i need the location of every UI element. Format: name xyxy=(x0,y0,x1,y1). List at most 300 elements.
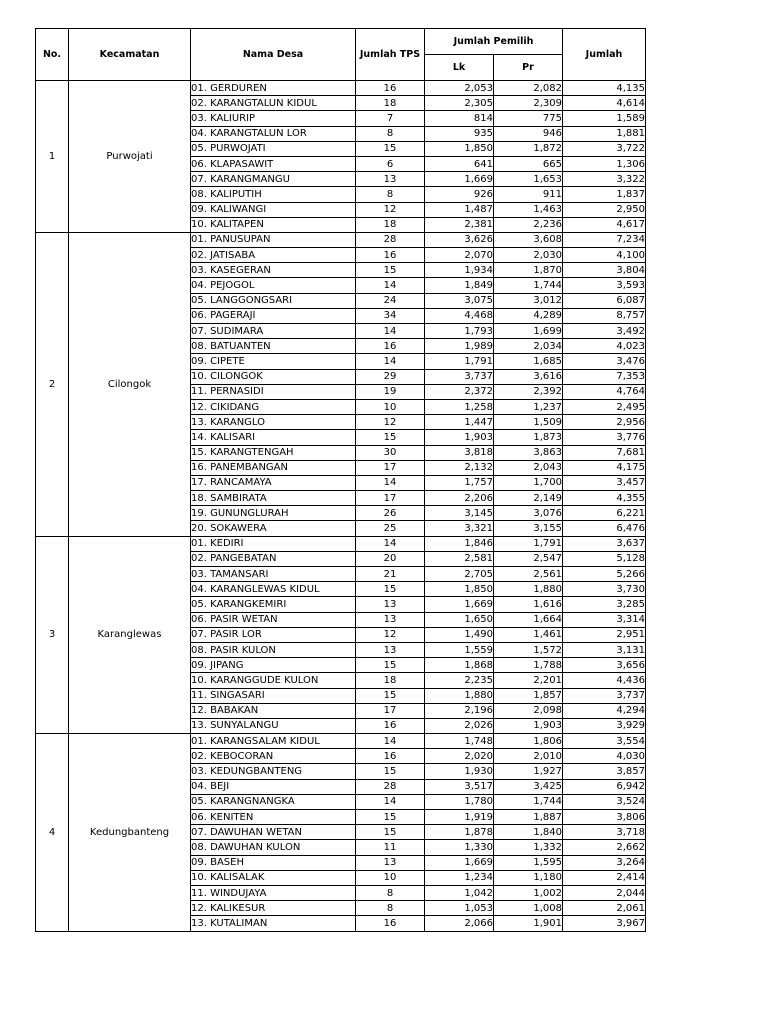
voters-female: 3,616 xyxy=(494,369,563,384)
voters-total: 2,414 xyxy=(563,870,646,885)
tps-count: 13 xyxy=(356,855,425,870)
table-row xyxy=(36,232,646,247)
voters-total: 4,175 xyxy=(563,460,646,475)
tps-count: 8 xyxy=(356,885,425,900)
voters-male: 1,669 xyxy=(425,172,494,187)
voters-male: 3,517 xyxy=(425,779,494,794)
tps-count: 6 xyxy=(356,156,425,171)
voters-female: 1,572 xyxy=(494,642,563,657)
voters-total: 5,128 xyxy=(563,551,646,566)
voters-male: 935 xyxy=(425,126,494,141)
voters-male: 1,793 xyxy=(425,324,494,339)
voters-male: 1,258 xyxy=(425,399,494,414)
voters-female: 1,332 xyxy=(494,840,563,855)
voters-female: 1,595 xyxy=(494,855,563,870)
voters-total: 6,221 xyxy=(563,506,646,521)
voters-male: 641 xyxy=(425,156,494,171)
tps-count: 16 xyxy=(356,749,425,764)
tps-count: 17 xyxy=(356,460,425,475)
voters-female: 911 xyxy=(494,187,563,202)
group-number: 3 xyxy=(36,536,69,733)
tps-count: 13 xyxy=(356,597,425,612)
tps-count: 15 xyxy=(356,810,425,825)
voters-male: 2,196 xyxy=(425,703,494,718)
desa-name: 01. KEDIRI xyxy=(191,536,356,551)
desa-name: 11. SINGASARI xyxy=(191,688,356,703)
voters-female: 1,806 xyxy=(494,734,563,749)
voters-total: 1,881 xyxy=(563,126,646,141)
tps-count: 21 xyxy=(356,567,425,582)
voters-male: 2,581 xyxy=(425,551,494,566)
desa-name: 04. KARANGLEWAS KIDUL xyxy=(191,582,356,597)
tps-count: 30 xyxy=(356,445,425,460)
voters-total: 1,837 xyxy=(563,187,646,202)
header-jumlah-tps: Jumlah TPS xyxy=(356,29,425,81)
desa-name: 17. RANCAMAYA xyxy=(191,475,356,490)
voters-male: 1,850 xyxy=(425,141,494,156)
voters-female: 1,788 xyxy=(494,658,563,673)
voters-male: 3,321 xyxy=(425,521,494,536)
desa-name: 02. KEBOCORAN xyxy=(191,749,356,764)
voters-male: 2,305 xyxy=(425,96,494,111)
header-pr: Pr xyxy=(494,55,563,81)
voters-female: 1,664 xyxy=(494,612,563,627)
voters-male: 1,849 xyxy=(425,278,494,293)
desa-name: 09. KALIWANGI xyxy=(191,202,356,217)
voters-female: 1,744 xyxy=(494,278,563,293)
voters-total: 6,087 xyxy=(563,293,646,308)
voters-female: 1,927 xyxy=(494,764,563,779)
voters-total: 3,285 xyxy=(563,597,646,612)
tps-count: 12 xyxy=(356,627,425,642)
tps-count: 15 xyxy=(356,658,425,673)
voters-total: 3,593 xyxy=(563,278,646,293)
voters-total: 3,656 xyxy=(563,658,646,673)
voters-female: 3,425 xyxy=(494,779,563,794)
voters-female: 1,463 xyxy=(494,202,563,217)
tps-count: 15 xyxy=(356,825,425,840)
tps-count: 8 xyxy=(356,187,425,202)
desa-name: 13. SUNYALANGU xyxy=(191,718,356,733)
voters-female: 2,034 xyxy=(494,339,563,354)
desa-name: 03. KEDUNGBANTENG xyxy=(191,764,356,779)
voters-male: 1,234 xyxy=(425,870,494,885)
voters-male: 1,669 xyxy=(425,855,494,870)
voters-total: 4,135 xyxy=(563,81,646,96)
voters-male: 2,206 xyxy=(425,491,494,506)
voters-female: 946 xyxy=(494,126,563,141)
voters-total: 3,314 xyxy=(563,612,646,627)
voters-male: 1,650 xyxy=(425,612,494,627)
voters-total: 7,353 xyxy=(563,369,646,384)
voters-total: 3,264 xyxy=(563,855,646,870)
header-lk: Lk xyxy=(425,55,494,81)
header-row xyxy=(36,29,646,55)
voters-male: 1,850 xyxy=(425,582,494,597)
header-kecamatan: Kecamatan xyxy=(69,29,191,81)
voters-total: 8,757 xyxy=(563,308,646,323)
voters-total: 3,776 xyxy=(563,430,646,445)
voters-total: 7,234 xyxy=(563,232,646,247)
desa-name: 11. WINDUJAYA xyxy=(191,885,356,900)
desa-name: 08. DAWUHAN KULON xyxy=(191,840,356,855)
voters-male: 1,868 xyxy=(425,658,494,673)
voters-total: 2,956 xyxy=(563,415,646,430)
voters-total: 2,951 xyxy=(563,627,646,642)
tps-count: 34 xyxy=(356,308,425,323)
voters-total: 1,306 xyxy=(563,156,646,171)
voters-female: 2,082 xyxy=(494,81,563,96)
tps-count: 7 xyxy=(356,111,425,126)
voters-total: 3,718 xyxy=(563,825,646,840)
voters-male: 2,070 xyxy=(425,248,494,263)
desa-name: 05. LANGGONGSARI xyxy=(191,293,356,308)
voters-total: 3,476 xyxy=(563,354,646,369)
voters-female: 2,309 xyxy=(494,96,563,111)
voters-male: 1,490 xyxy=(425,627,494,642)
desa-name: 03. KALIURIP xyxy=(191,111,356,126)
desa-name: 08. KALIPUTIH xyxy=(191,187,356,202)
desa-name: 15. KARANGTENGAH xyxy=(191,445,356,460)
voters-female: 1,237 xyxy=(494,399,563,414)
tps-count: 14 xyxy=(356,536,425,551)
desa-name: 09. CIPETE xyxy=(191,354,356,369)
voters-male: 1,878 xyxy=(425,825,494,840)
tps-count: 28 xyxy=(356,232,425,247)
tps-count: 16 xyxy=(356,718,425,733)
voters-total: 1,589 xyxy=(563,111,646,126)
voters-female: 1,857 xyxy=(494,688,563,703)
voter-table xyxy=(35,28,646,932)
voters-female: 3,076 xyxy=(494,506,563,521)
tps-count: 10 xyxy=(356,399,425,414)
voters-total: 4,617 xyxy=(563,217,646,232)
voters-male: 1,989 xyxy=(425,339,494,354)
voters-total: 3,637 xyxy=(563,536,646,551)
voters-male: 1,053 xyxy=(425,901,494,916)
group-number: 4 xyxy=(36,734,69,931)
voters-female: 1,903 xyxy=(494,718,563,733)
desa-name: 02. PANGEBATAN xyxy=(191,551,356,566)
tps-count: 15 xyxy=(356,582,425,597)
desa-name: 01. GERDUREN xyxy=(191,81,356,96)
desa-name: 05. PURWOJATI xyxy=(191,141,356,156)
voters-total: 4,294 xyxy=(563,703,646,718)
tps-count: 16 xyxy=(356,339,425,354)
tps-count: 12 xyxy=(356,415,425,430)
tps-count: 14 xyxy=(356,794,425,809)
voters-total: 5,266 xyxy=(563,567,646,582)
voters-female: 2,201 xyxy=(494,673,563,688)
voters-male: 2,705 xyxy=(425,567,494,582)
voters-total: 3,730 xyxy=(563,582,646,597)
voters-male: 1,880 xyxy=(425,688,494,703)
voters-total: 3,806 xyxy=(563,810,646,825)
voters-male: 1,669 xyxy=(425,597,494,612)
tps-count: 19 xyxy=(356,384,425,399)
voters-male: 1,487 xyxy=(425,202,494,217)
table-header xyxy=(36,29,646,81)
voters-total: 4,355 xyxy=(563,491,646,506)
voters-male: 1,748 xyxy=(425,734,494,749)
voters-male: 1,757 xyxy=(425,475,494,490)
voters-female: 1,873 xyxy=(494,430,563,445)
desa-name: 04. KARANGTALUN LOR xyxy=(191,126,356,141)
tps-count: 13 xyxy=(356,612,425,627)
voters-total: 3,131 xyxy=(563,642,646,657)
voters-female: 3,863 xyxy=(494,445,563,460)
voters-female: 2,098 xyxy=(494,703,563,718)
tps-count: 14 xyxy=(356,324,425,339)
voters-male: 1,042 xyxy=(425,885,494,900)
desa-name: 08. BATUANTEN xyxy=(191,339,356,354)
desa-name: 05. KARANGNANGKA xyxy=(191,794,356,809)
tps-count: 25 xyxy=(356,521,425,536)
desa-name: 03. TAMANSARI xyxy=(191,567,356,582)
voters-male: 2,053 xyxy=(425,81,494,96)
desa-name: 11. PERNASIDI xyxy=(191,384,356,399)
voters-male: 1,791 xyxy=(425,354,494,369)
tps-count: 13 xyxy=(356,172,425,187)
voters-female: 2,030 xyxy=(494,248,563,263)
voters-female: 1,616 xyxy=(494,597,563,612)
voters-female: 1,880 xyxy=(494,582,563,597)
voters-female: 1,872 xyxy=(494,141,563,156)
voters-female: 2,392 xyxy=(494,384,563,399)
voters-female: 3,012 xyxy=(494,293,563,308)
header-no: No. xyxy=(36,29,69,81)
voters-male: 2,372 xyxy=(425,384,494,399)
desa-name: 06. KLAPASAWIT xyxy=(191,156,356,171)
desa-name: 07. DAWUHAN WETAN xyxy=(191,825,356,840)
tps-count: 8 xyxy=(356,901,425,916)
desa-name: 05. KARANGKEMIRI xyxy=(191,597,356,612)
tps-count: 11 xyxy=(356,840,425,855)
voters-female: 2,547 xyxy=(494,551,563,566)
tps-count: 16 xyxy=(356,81,425,96)
tps-count: 13 xyxy=(356,642,425,657)
desa-name: 06. KENITEN xyxy=(191,810,356,825)
kecamatan-name: Purwojati xyxy=(69,81,191,233)
desa-name: 08. PASIR KULON xyxy=(191,642,356,657)
voters-female: 1,699 xyxy=(494,324,563,339)
voters-female: 2,561 xyxy=(494,567,563,582)
desa-name: 06. PASIR WETAN xyxy=(191,612,356,627)
kecamatan-name: Kedungbanteng xyxy=(69,734,191,931)
voters-total: 3,492 xyxy=(563,324,646,339)
desa-name: 18. SAMBIRATA xyxy=(191,491,356,506)
desa-name: 01. PANUSUPAN xyxy=(191,232,356,247)
voters-female: 3,608 xyxy=(494,232,563,247)
voters-female: 775 xyxy=(494,111,563,126)
voters-total: 4,614 xyxy=(563,96,646,111)
voters-total: 2,044 xyxy=(563,885,646,900)
desa-name: 10. KALISALAK xyxy=(191,870,356,885)
desa-name: 04. PEJOGOL xyxy=(191,278,356,293)
tps-count: 18 xyxy=(356,96,425,111)
tps-count: 15 xyxy=(356,764,425,779)
voters-male: 3,075 xyxy=(425,293,494,308)
tps-count: 15 xyxy=(356,263,425,278)
desa-name: 07. SUDIMARA xyxy=(191,324,356,339)
voters-male: 1,930 xyxy=(425,764,494,779)
voters-total: 4,030 xyxy=(563,749,646,764)
voters-female: 2,043 xyxy=(494,460,563,475)
voters-total: 3,524 xyxy=(563,794,646,809)
desa-name: 07. PASIR LOR xyxy=(191,627,356,642)
voters-male: 1,846 xyxy=(425,536,494,551)
tps-count: 28 xyxy=(356,779,425,794)
kecamatan-name: Cilongok xyxy=(69,232,191,536)
tps-count: 26 xyxy=(356,506,425,521)
voters-total: 3,857 xyxy=(563,764,646,779)
voters-male: 4,468 xyxy=(425,308,494,323)
voters-female: 1,685 xyxy=(494,354,563,369)
tps-count: 15 xyxy=(356,430,425,445)
header-jumlah: Jumlah xyxy=(563,29,646,81)
desa-name: 13. KUTALIMAN xyxy=(191,916,356,931)
desa-name: 13. KARANGLO xyxy=(191,415,356,430)
voters-female: 2,236 xyxy=(494,217,563,232)
desa-name: 12. KALIKESUR xyxy=(191,901,356,916)
voters-total: 2,061 xyxy=(563,901,646,916)
voters-male: 1,780 xyxy=(425,794,494,809)
voters-female: 1,653 xyxy=(494,172,563,187)
desa-name: 12. BABAKAN xyxy=(191,703,356,718)
desa-name: 10. CILONGOK xyxy=(191,369,356,384)
desa-name: 14. KALISARI xyxy=(191,430,356,445)
voters-total: 7,681 xyxy=(563,445,646,460)
voters-female: 1,870 xyxy=(494,263,563,278)
tps-count: 16 xyxy=(356,916,425,931)
tps-count: 10 xyxy=(356,870,425,885)
voters-female: 1,509 xyxy=(494,415,563,430)
voters-female: 4,289 xyxy=(494,308,563,323)
group-number: 2 xyxy=(36,232,69,536)
tps-count: 15 xyxy=(356,141,425,156)
header-jumlah-pemilih: Jumlah Pemilih xyxy=(425,29,563,55)
tps-count: 20 xyxy=(356,551,425,566)
voters-male: 1,903 xyxy=(425,430,494,445)
voters-male: 3,145 xyxy=(425,506,494,521)
voters-female: 1,744 xyxy=(494,794,563,809)
voters-total: 6,942 xyxy=(563,779,646,794)
desa-name: 09. BASEH xyxy=(191,855,356,870)
voters-male: 2,026 xyxy=(425,718,494,733)
voters-female: 1,700 xyxy=(494,475,563,490)
table-body xyxy=(36,81,646,932)
tps-count: 15 xyxy=(356,688,425,703)
voters-male: 1,559 xyxy=(425,642,494,657)
desa-name: 10. KARANGGUDE KULON xyxy=(191,673,356,688)
desa-name: 10. KALITAPEN xyxy=(191,217,356,232)
voters-total: 3,929 xyxy=(563,718,646,733)
tps-count: 29 xyxy=(356,369,425,384)
desa-name: 01. KARANGSALAM KIDUL xyxy=(191,734,356,749)
voters-male: 3,818 xyxy=(425,445,494,460)
voters-male: 2,020 xyxy=(425,749,494,764)
desa-name: 02. JATISABA xyxy=(191,248,356,263)
tps-count: 17 xyxy=(356,703,425,718)
tps-count: 14 xyxy=(356,278,425,293)
voters-male: 1,934 xyxy=(425,263,494,278)
voters-female: 2,010 xyxy=(494,749,563,764)
voters-total: 4,023 xyxy=(563,339,646,354)
voters-female: 1,002 xyxy=(494,885,563,900)
desa-name: 09. JIPANG xyxy=(191,658,356,673)
voters-total: 4,764 xyxy=(563,384,646,399)
table-row xyxy=(36,536,646,551)
tps-count: 18 xyxy=(356,673,425,688)
table-row xyxy=(36,734,646,749)
voters-male: 1,447 xyxy=(425,415,494,430)
tps-count: 17 xyxy=(356,491,425,506)
voters-total: 2,950 xyxy=(563,202,646,217)
voters-total: 2,495 xyxy=(563,399,646,414)
desa-name: 06. PAGERAJI xyxy=(191,308,356,323)
voters-male: 2,381 xyxy=(425,217,494,232)
voters-total: 2,662 xyxy=(563,840,646,855)
voters-female: 665 xyxy=(494,156,563,171)
table-row xyxy=(36,81,646,96)
voters-total: 3,554 xyxy=(563,734,646,749)
tps-count: 12 xyxy=(356,202,425,217)
desa-name: 07. KARANGMANGU xyxy=(191,172,356,187)
voters-female: 1,008 xyxy=(494,901,563,916)
voters-male: 814 xyxy=(425,111,494,126)
voters-total: 4,436 xyxy=(563,673,646,688)
voters-male: 926 xyxy=(425,187,494,202)
kecamatan-name: Karanglewas xyxy=(69,536,191,733)
voters-female: 1,791 xyxy=(494,536,563,551)
voters-total: 3,722 xyxy=(563,141,646,156)
voters-total: 6,476 xyxy=(563,521,646,536)
voters-female: 1,840 xyxy=(494,825,563,840)
voters-total: 3,804 xyxy=(563,263,646,278)
voters-total: 3,737 xyxy=(563,688,646,703)
voters-male: 1,330 xyxy=(425,840,494,855)
desa-name: 20. SOKAWERA xyxy=(191,521,356,536)
header-nama-desa: Nama Desa xyxy=(191,29,356,81)
voters-male: 1,919 xyxy=(425,810,494,825)
tps-count: 14 xyxy=(356,475,425,490)
voters-female: 1,180 xyxy=(494,870,563,885)
tps-count: 16 xyxy=(356,248,425,263)
desa-name: 12. CIKIDANG xyxy=(191,399,356,414)
desa-name: 04. BEJI xyxy=(191,779,356,794)
voters-male: 3,626 xyxy=(425,232,494,247)
tps-count: 24 xyxy=(356,293,425,308)
desa-name: 19. GUNUNGLURAH xyxy=(191,506,356,521)
voters-female: 1,461 xyxy=(494,627,563,642)
tps-count: 8 xyxy=(356,126,425,141)
voters-total: 3,457 xyxy=(563,475,646,490)
voters-total: 3,967 xyxy=(563,916,646,931)
voters-male: 2,235 xyxy=(425,673,494,688)
voters-female: 1,901 xyxy=(494,916,563,931)
voters-female: 3,155 xyxy=(494,521,563,536)
voters-male: 2,066 xyxy=(425,916,494,931)
voters-total: 3,322 xyxy=(563,172,646,187)
group-number: 1 xyxy=(36,81,69,233)
desa-name: 02. KARANGTALUN KIDUL xyxy=(191,96,356,111)
desa-name: 03. KASEGERAN xyxy=(191,263,356,278)
voters-total: 4,100 xyxy=(563,248,646,263)
voters-male: 2,132 xyxy=(425,460,494,475)
desa-name: 16. PANEMBANGAN xyxy=(191,460,356,475)
tps-count: 18 xyxy=(356,217,425,232)
voters-male: 3,737 xyxy=(425,369,494,384)
